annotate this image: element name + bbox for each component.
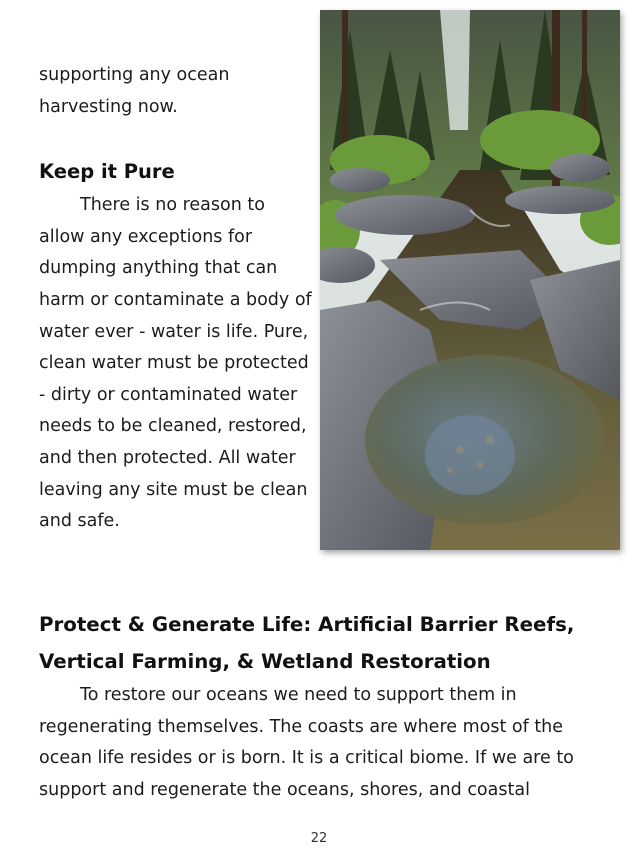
protect-section <box>39 606 619 806</box>
forest-stream-photo <box>320 10 620 550</box>
protect-paragraph: To restore our oceans we need to support them in regenerating themselves. The coasts are where most of the ocean life resides or is born. It is a critical biome. If we are to support and regenerate the oceans, shores, and coastal <box>39 685 574 800</box>
stream-illustration <box>320 10 620 550</box>
page-number: 22 <box>310 831 328 846</box>
keep-it-pure-paragraph: There is no reason to allow any exceptions for dumping anything that can harm or contaminate a body of water ever - water is life. Pure, clean water must be protected - dirty or contaminated water needs to be cleaned, restored, and then protected. All water leaving any site must be clean and safe. <box>39 195 312 532</box>
continuation-paragraph: supporting any ocean harvesting now. <box>39 65 230 117</box>
left-text-column <box>39 60 314 538</box>
section-heading-keep-it-pure: Keep it Pure <box>39 160 175 184</box>
section-heading-protect-generate-life: Protect & Generate Life: Artificial Barrier Reefs, Vertical Farming, & Wetland Restoration <box>39 613 575 673</box>
